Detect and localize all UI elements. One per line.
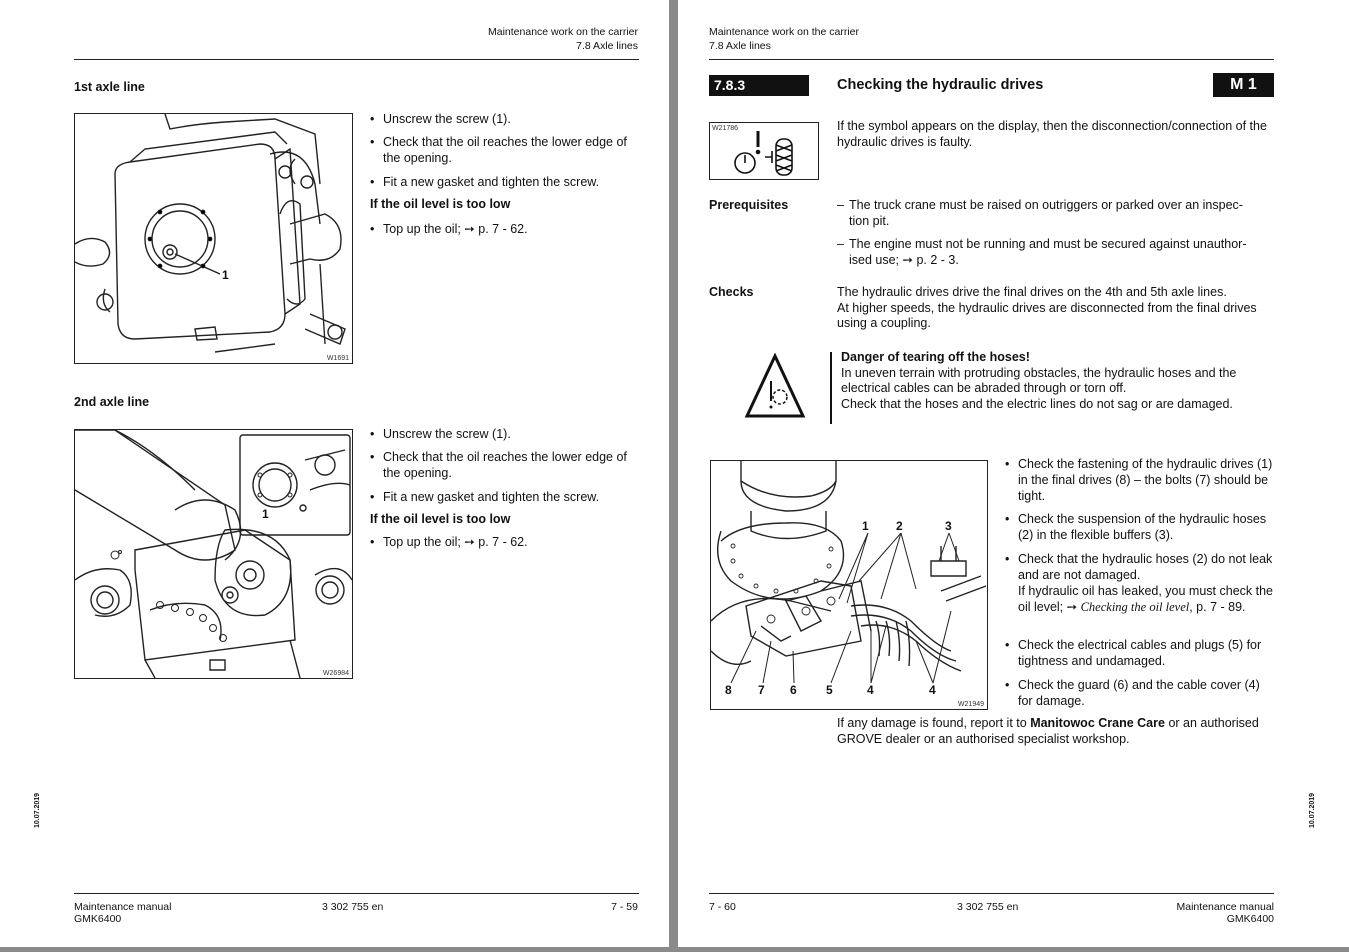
axle-2-drawing [75,430,352,678]
intro-text: If the symbol appears on the display, then the disconnection/connection of the hydraulic drives is faulty. [837,119,1267,149]
footer-rule [709,893,1274,894]
footer-manual: Maintenance manual GMK6400 [74,901,172,925]
callout-4: 4 [867,683,874,697]
callout-3: 3 [945,519,952,533]
footer-docno: 3 302 755 en [957,901,1019,913]
header-section: 7.8 Axle lines [576,40,638,52]
figure-1st-axle [74,113,353,364]
danger-warning-icon [744,353,806,421]
figure-id: W26984 [322,670,349,677]
header-rule [709,59,1274,60]
list-item: • Unscrew the screw (1). [370,427,511,441]
callout-1: 1 [862,519,869,533]
link-checking-oil-level[interactable]: Checking the oil level [1080,600,1190,614]
hydraulic-drive-drawing [711,461,987,709]
section-title: Checking the hydraulic drives [837,77,1044,93]
prerequisite-item: – The engine must not be running and must be secured against unauthor- ised use; ➙ p. 2 - 3. [837,237,1247,267]
section-title-1st-axle: 1st axle line [74,80,145,94]
list-item: • Check that the hydraulic hoses (2) do not leak and are not damaged. If hydraulic oil has leaked, you must check the oil level; ➙ Checking the oil level, p. 7 - 89. [1005,552,1273,614]
section-title-2nd-axle: 2nd axle line [74,395,150,409]
header-section: 7.8 Axle lines [709,40,771,52]
figure-hydraulic-drives [710,460,988,710]
footer-page-number: 7 - 59 [611,901,638,913]
callout-5: 5 [826,683,833,697]
danger-notice: Danger of tearing off the hoses! In uneven terrain with protruding obstacles, the hydraulic hoses and the electrical cables can be abraded through or torn off. Check that the hoses and the electric lines do not sag or are damaged. [841,350,1281,412]
prerequisites-label: Prerequisites [709,198,789,212]
brand-name: Manitowoc Crane Care [1030,716,1165,730]
section-number: 7.8.3 [709,75,809,96]
maintenance-badge: M 1 [1213,73,1274,97]
checks-label: Checks [709,285,754,299]
header-chapter: Maintenance work on the carrier [488,26,638,38]
list-item: • Check the fastening of the hydraulic drives (1) in the final drives (8) – the bolts (7) should be tight. [1005,457,1273,503]
callout-7: 7 [758,683,765,697]
callout-2: 2 [896,519,903,533]
side-date: 10.07.2019 [1309,792,1316,828]
list-item: • Check that the oil reaches the lower edge of the opening. [370,135,627,165]
list-item: • Check that the oil reaches the lower edge of the opening. [370,450,627,480]
callout-6: 6 [790,683,797,697]
footer-docno: 3 302 755 en [322,901,384,913]
list-item: • Check the guard (6) and the cable cover (4) for damage. [1005,678,1260,708]
axle-1-drawing [75,114,352,363]
list-item: • Top up the oil; ➙ p. 7 - 62. [370,535,528,549]
prerequisite-item: – The truck crane must be raised on outriggers or parked over an inspec- tion pit. [837,198,1243,228]
side-date: 10.07.2019 [34,792,41,828]
callout-1: 1 [262,507,269,521]
list-item: • Unscrew the screw (1). [370,112,511,126]
subheading: If the oil level is too low [370,197,511,211]
list-item: • Check the electrical cables and plugs (5) for tightness and undamaged. [1005,638,1262,668]
figure-id: W1691 [326,355,349,362]
closing-text: If any damage is found, report it to Manitowoc Crane Care or an authorised GROVE dealer or an authorised specialist workshop. [837,716,1259,746]
callout-8: 8 [725,683,732,697]
list-item: • Top up the oil; ➙ p. 7 - 62. [370,222,528,236]
page-header [709,25,859,53]
danger-bar [830,352,832,424]
page-header [488,25,638,53]
list-item: • Fit a new gasket and tighten the screw. [370,490,600,504]
warning-symbol-figure [709,122,819,180]
list-item: • Fit a new gasket and tighten the screw. [370,175,600,189]
checks-text: The hydraulic drives drive the final drives on the 4th and 5th axle lines. At higher speeds, the hydraulic drives are disconnected from the final drives using a coupling. [837,285,1257,330]
danger-title: Danger of tearing off the hoses! [841,350,1030,364]
header-chapter: Maintenance work on the carrier [709,26,859,38]
footer-rule [74,893,639,894]
footer-page-number: 7 - 60 [709,901,736,913]
right-page [678,0,1349,947]
figure-2nd-axle [74,429,353,679]
header-rule [74,59,639,60]
figure-id: W21786 [712,125,739,132]
left-page [0,0,669,947]
figure-id: W21949 [957,701,984,708]
callout-4: 4 [929,683,936,697]
footer-manual: Maintenance manual GMK6400 [1176,901,1274,925]
subheading: If the oil level is too low [370,512,511,526]
list-item: • Check the suspension of the hydraulic hoses (2) in the flexible buffers (3). [1005,512,1267,542]
callout-1: 1 [222,268,229,282]
